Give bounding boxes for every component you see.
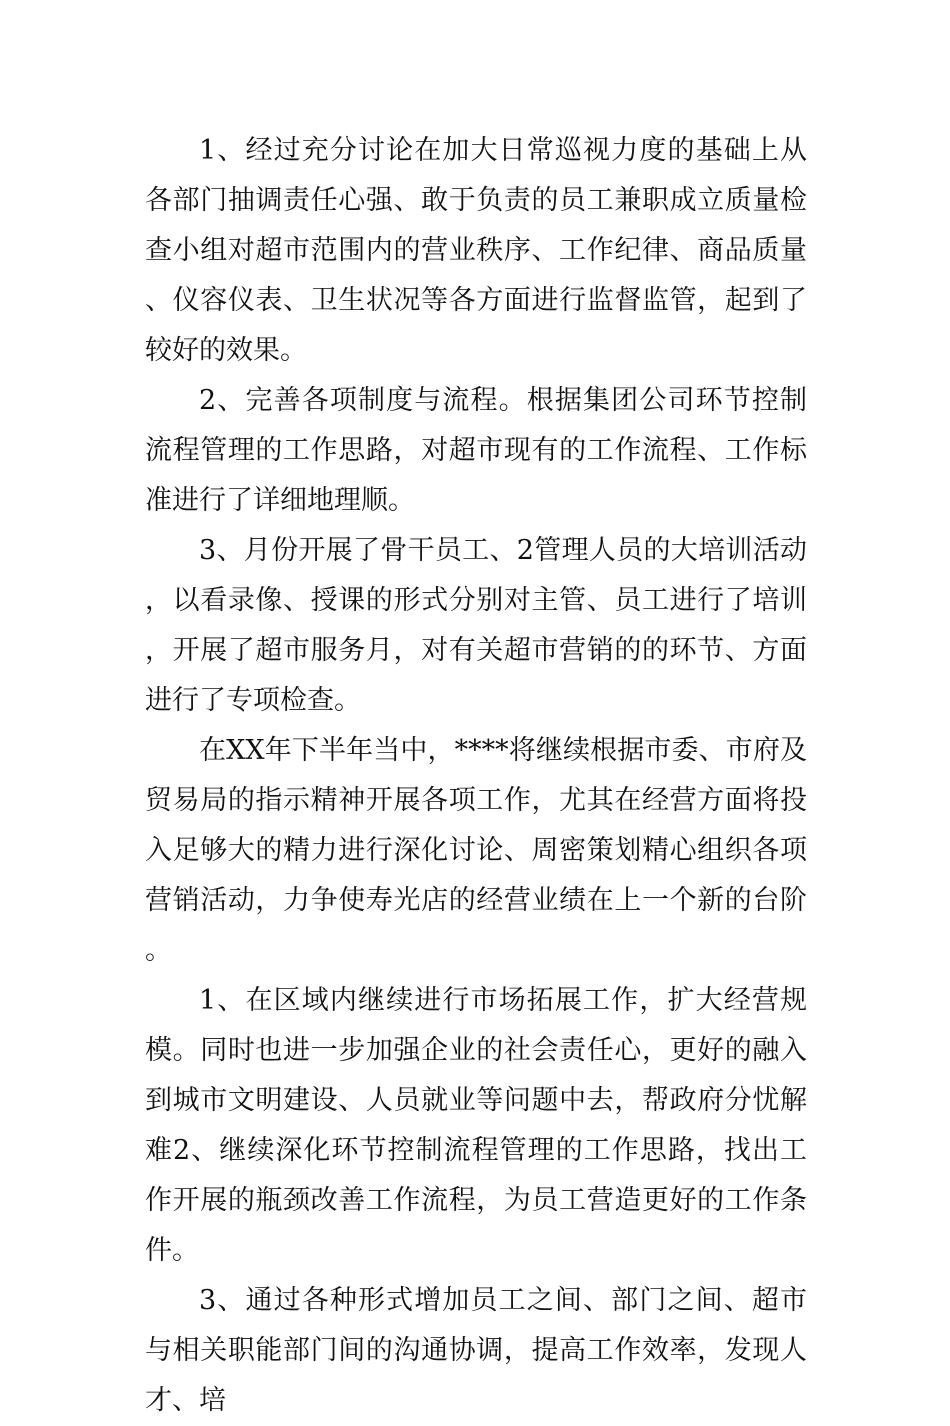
paragraph-2: 2、完善各项制度与流程。根据集团公司环节控制流程管理的工作思路，对超市现有的工作流程、工作标准进行了详细地理顺。 — [145, 385, 807, 516]
paragraph-1: 1、经过充分讨论在加大日常巡视力度的基础上从各部门抽调责任心强、敢于负责的员工兼职成立质量检查小组对超市范围内的营业秩序、工作纪律、商品质量、仪容仪表、卫生状况等各方面进行监督监管，起到了较好的效果。 — [145, 135, 807, 366]
paragraph-6: 3、通过各种形式增加员工之间、部门之间、超市与相关职能部门间的沟通协调，提高工作效率，发现人才、培 — [145, 1285, 807, 1416]
paragraph-5: 1、在区域内继续进行市场拓展工作，扩大经营规模。同时也进一步加强企业的社会责任心，更好的融入到城市文明建设、人员就业等问题中去，帮政府分忧解难2、继续深化环节控制流程管理的工作思路，找出工作开展的瓶颈改善工作流程，为员工营造更好的工作条件。 — [145, 985, 807, 1266]
paragraph-4: 在XX年下半年当中，****将继续根据市委、市府及贸易局的指示精神开展各项工作，尤其在经营方面将投入足够大的精力进行深化讨论、周密策划精心组织各项营销活动，力争使寿光店的经营业绩在上一个新的台阶。 — [145, 735, 807, 966]
document-body — [145, 126, 807, 1426]
paragraph-3: 3、月份开展了骨干员工、2管理人员的大培训活动，以看录像、授课的形式分别对主管、员工进行了培训，开展了超市服务月，对有关超市营销的的环节、方面进行了专项检查。 — [145, 535, 807, 716]
